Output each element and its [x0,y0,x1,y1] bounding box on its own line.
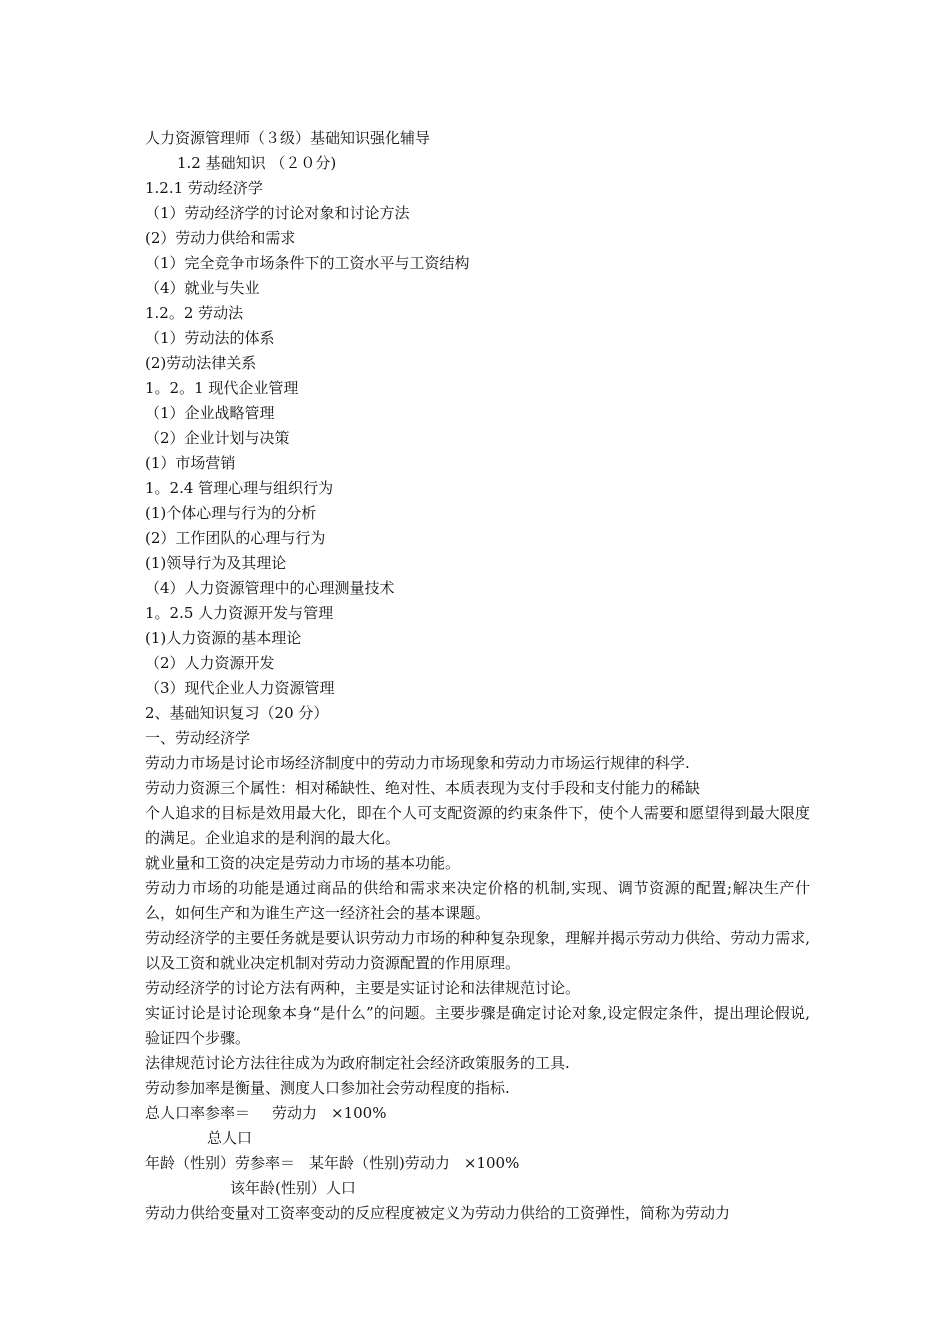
formula-2-left: 年龄（性别）劳参率＝ [145,1154,296,1172]
paragraph: 个人追求的目标是效用最大化，即在个人可支配资源的约束条件下，使个人需要和愿望得到最大限度的满足。企业追求的是利润的最大化。 [145,804,810,847]
outline-item: （4）人力资源管理中的心理测量技术 [145,579,395,597]
subheading: 一、劳动经济学 [145,729,251,747]
formula-2-row [145,1151,810,1176]
outline-item: (2）工作团队的心理与行为 [145,529,326,547]
outline-item: 1.2。2 劳动法 [145,304,244,322]
formula-2-numerator: 某年龄（性别)劳动力 [309,1154,450,1172]
paragraph: 劳动经济学的讨论方法有两种，主要是实证讨论和法律规范讨论。 [145,979,581,997]
review-heading: 2、基础知识复习（20 分） [145,704,329,722]
outline-item: （2）人力资源开发 [145,654,275,672]
outline-item: (1)人力资源的基本理论 [145,629,302,647]
document-title: 人力资源管理师（３级）基础知识强化辅导 [145,129,431,147]
outline-item: 1。2。1 现代企业管理 [145,379,299,397]
formula-1-denominator: 总人口 [207,1129,253,1147]
outline-item: （2）企业计划与决策 [145,429,290,447]
outline-item: （3）现代企业人力资源管理 [145,679,335,697]
outline-item: （1）劳动法的体系 [145,329,275,347]
outline-item: (1）市场营销 [145,454,236,472]
paragraph: 法律规范讨论方法往往成为为政府制定社会经济政策服务的工具. [145,1054,570,1072]
outline-item: 1.2.1 劳动经济学 [145,179,263,197]
outline-item: (2)劳动法律关系 [145,354,257,372]
outline-item: （1）劳动经济学的讨论对象和讨论方法 [145,204,410,222]
outline-item: （4）就业与失业 [145,279,260,297]
formula-1-numerator: 劳动力 [272,1104,318,1122]
outline-item: (2）劳动力供给和需求 [145,229,296,247]
formula-2-multiplier: ×100% [463,1154,520,1172]
formula-1-multiplier: ×100% [331,1104,387,1122]
paragraph: 实证讨论是讨论现象本身“是什么”的问题。主要步骤是确定讨论对象,设定假定条件，提出理论假说,验证四个步骤。 [145,1004,810,1047]
formula-1-row [145,1101,810,1126]
paragraph: 劳动经济学的主要任务就是要认识劳动力市场的种种复杂现象，理解并揭示劳动力供给、劳动力需求,以及工资和就业决定机制对劳动力资源配置的作用原理。 [145,929,810,972]
section-heading: 1.2 基础知识 （２０分) [177,154,337,172]
document-body [145,126,810,1226]
outline-item: (1)个体心理与行为的分析 [145,504,317,522]
paragraph: 劳动力市场的功能是通过商品的供给和需求来决定价格的机制,实现、调节资源的配置;解决生产什么，如何生产和为谁生产这一经济社会的基本课题。 [145,879,810,922]
outline-item: （1）完全竞争市场条件下的工资水平与工资结构 [145,254,470,272]
outline-item: 1。2.4 管理心理与组织行为 [145,479,334,497]
paragraph: 劳动参加率是衡量、测度人口参加社会劳动程度的指标. [145,1079,510,1097]
formula-2-denominator: 该年龄(性别）人口 [230,1179,356,1197]
formula-1-left: 总人口率参率＝ [145,1104,251,1122]
paragraph: 劳动力市场是讨论市场经济制度中的劳动力市场现象和劳动力市场运行规律的科学. [145,754,690,772]
outline-item: （1）企业战略管理 [145,404,275,422]
last-line: 劳动力供给变量对工资率变动的反应程度被定义为劳动力供给的工资弹性，简称为劳动力 [145,1204,731,1222]
paragraph: 就业量和工资的决定是劳动力市场的基本功能。 [145,854,461,872]
outline-item: 1。2.5 人力资源开发与管理 [145,604,334,622]
outline-item: (1)领导行为及其理论 [145,554,287,572]
paragraph: 劳动力资源三个属性：相对稀缺性、绝对性、本质表现为支付手段和支付能力的稀缺 [145,779,701,797]
